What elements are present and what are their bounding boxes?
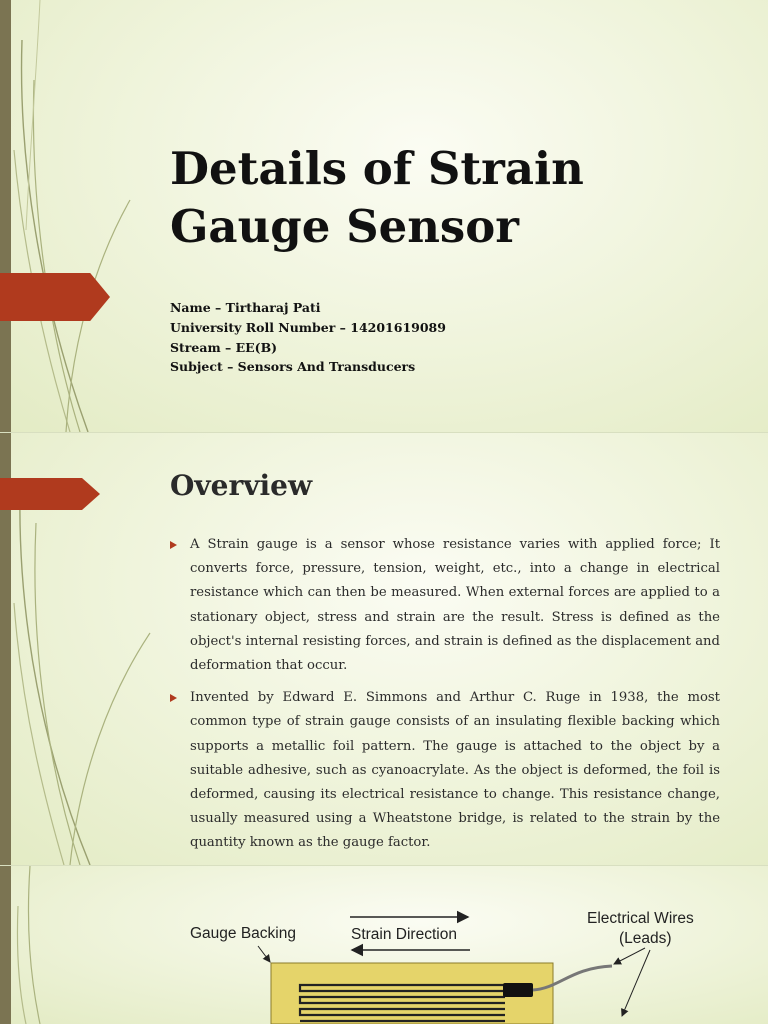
gauge-backing-label: Gauge Backing (190, 925, 296, 942)
bullet-item: A Strain gauge is a sensor whose resistance varies with applied force; It converts force, pressure, tension, weight, etc., into a change in electrical resistance which can then be measured. When external forces are applied to a stationary object, stress and strain are the result. Stress is defined as the object's internal resisting forces, and strain is defined as the displacement and deformation that occur. (168, 533, 720, 678)
bullet-list (168, 533, 720, 864)
wires-label-line1: Electrical Wires (587, 910, 694, 927)
wires-label-line2: (Leads) (619, 930, 672, 947)
gauge-backing-pointer (258, 946, 270, 962)
diagram-slide (0, 866, 768, 1024)
section-heading: Overview (170, 469, 313, 502)
strain-direction-label: Strain Direction (351, 926, 457, 943)
info-stream: Stream – EE(B) (170, 339, 278, 355)
title-slide (0, 0, 768, 432)
leads-pointer-2 (622, 950, 650, 1016)
overview-slide (0, 433, 768, 865)
strain-gauge-diagram (0, 866, 768, 1024)
foil-pattern (300, 985, 505, 1021)
info-subject: Subject – Sensors And Transducers (170, 359, 416, 375)
decorative-curves (0, 0, 140, 432)
author-info (170, 298, 446, 377)
accent-arrow-tab (0, 273, 110, 321)
accent-arrow-tab (0, 478, 100, 510)
slide-title: Details of Strain Gauge Sensor (170, 142, 584, 253)
bullet-item: Invented by Edward E. Simmons and Arthur C. Ruge in 1938, the most common type of strain gauge consists of an insulating flexible backing which supports a metallic foil pattern. The gauge is attached to the object by a suitable adhesive, such as cyanoacrylate. As the object is deformed, the foil is deformed, causing its electrical resistance to change. This resistance change, usually measured using a Wheatstone bridge, is related to the strain by the quantity known as the gauge factor. (168, 686, 720, 855)
solder-tab (503, 983, 533, 997)
leads-pointer-1 (614, 948, 645, 964)
info-roll-number: University Roll Number – 14201619089 (170, 319, 446, 335)
info-name: Name – Tirtharaj Pati (170, 300, 321, 315)
